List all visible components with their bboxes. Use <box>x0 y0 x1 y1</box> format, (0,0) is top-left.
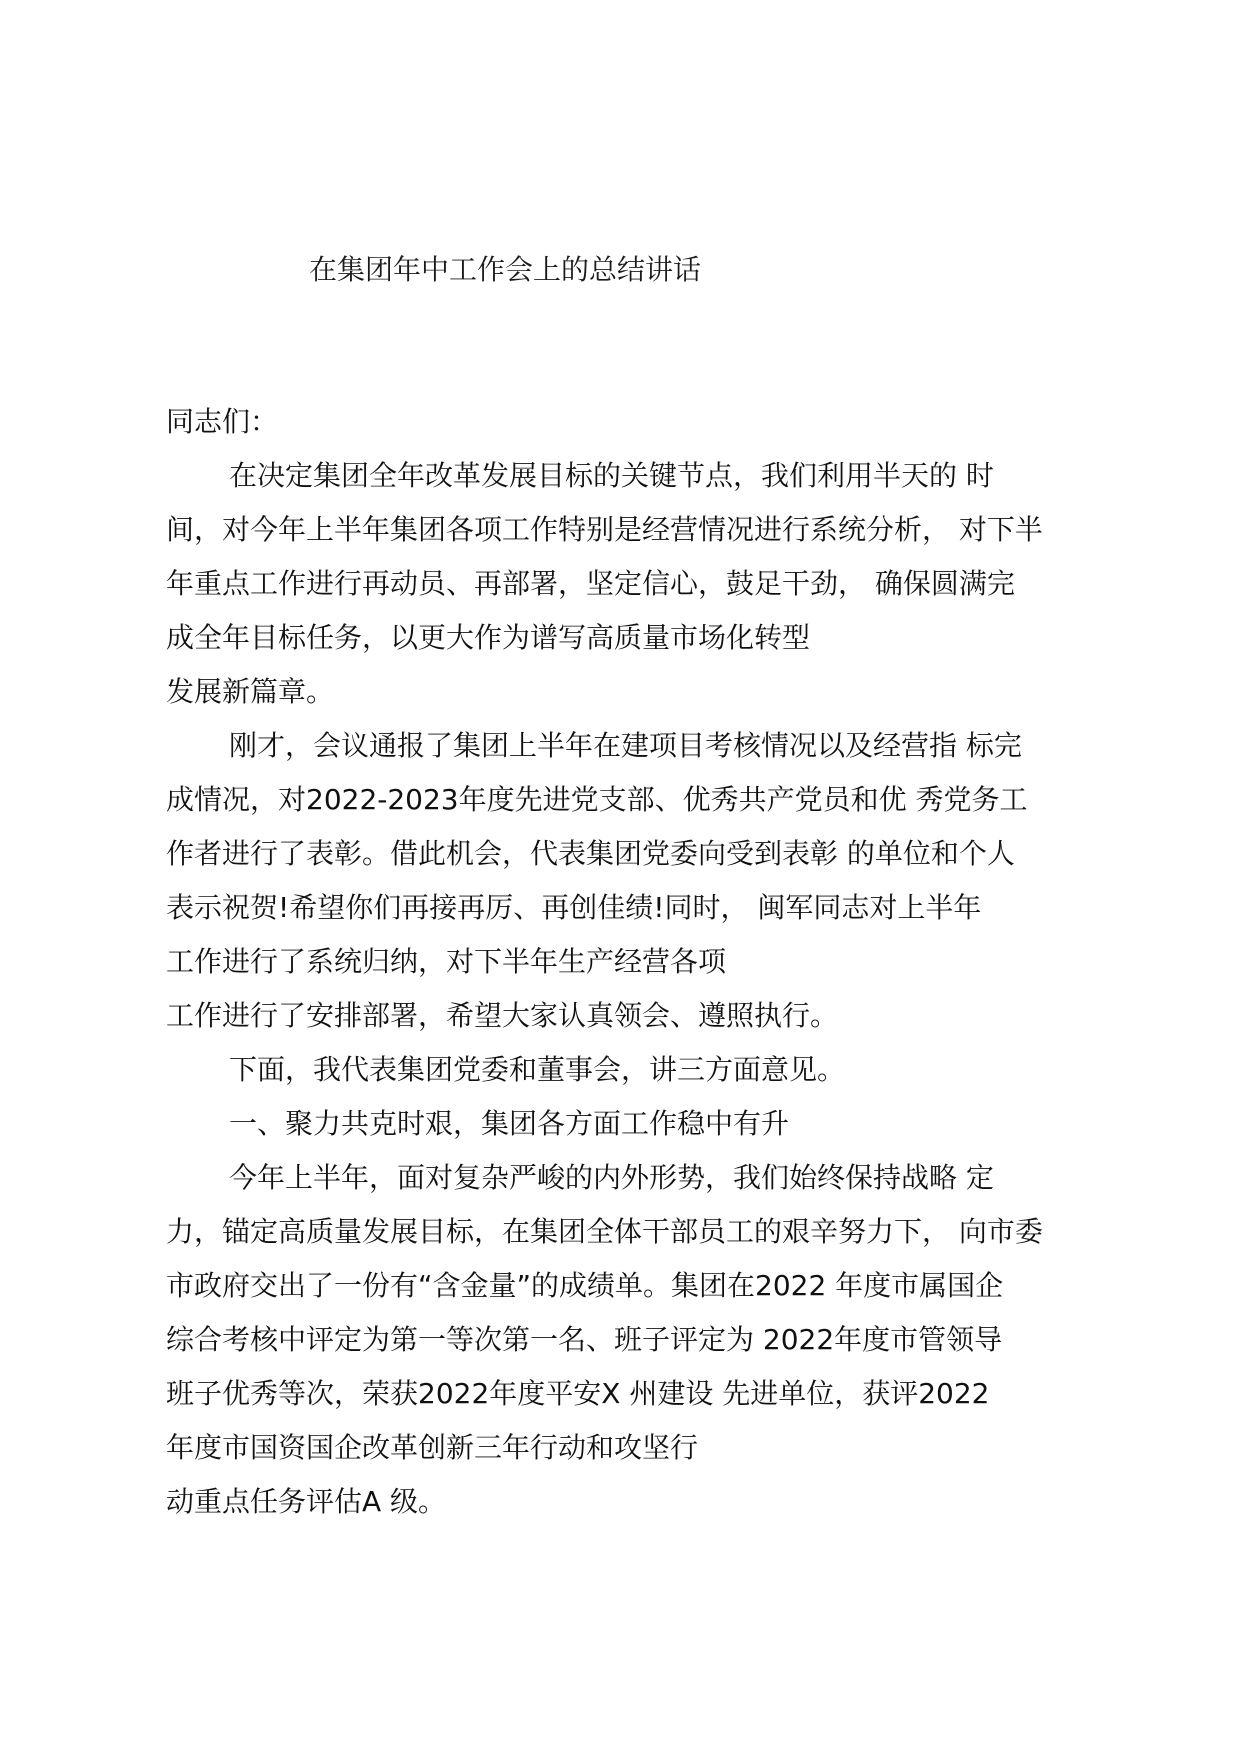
paragraph-line: 工作进行了安排部署，希望大家认真领会、遵照执行。 <box>166 999 839 1032</box>
paragraph-line: 班子优秀等次，荣获2022年度平安X 州建设 先进单位，获评2022 <box>166 1377 990 1410</box>
paragraph-line: 间，对今年上半年集团各项工作特别是经营情况进行系统分析， 对下半 <box>166 513 1043 546</box>
salutation-line: 同志们： <box>166 405 279 438</box>
paragraph-line: 成全年目标任务，以更大作为谱写高质量市场化转型 <box>166 621 811 654</box>
paragraph-line: 发展新篇章。 <box>166 675 335 708</box>
paragraph-line: 年重点工作进行再动员、再部署，坚定信心，鼓足干劲， 确保圆满完 <box>166 567 1015 600</box>
paragraph-line: 今年上半年，面对复杂严峻的内外形势，我们始终保持战略 定 <box>229 1161 994 1194</box>
paragraph-line: 力，锚定高质量发展目标，在集团全体干部员工的艰辛努力下， 向市委 <box>166 1215 1043 1248</box>
paragraph-line: 动重点任务评估A 级。 <box>166 1485 447 1518</box>
paragraph-line: 刚才，会议通报了集团上半年在建项目考核情况以及经营指 标完 <box>229 729 1022 762</box>
paragraph-line: 下面，我代表集团党委和董事会，讲三方面意见。 <box>229 1053 846 1086</box>
paragraph-line: 在决定集团全年改革发展目标的关键节点，我们利用半天的 时 <box>229 459 994 492</box>
paragraph-line: 年度市国资国企改革创新三年行动和攻坚行 <box>166 1431 699 1464</box>
paragraph-line: 市政府交出了一份有“含金量”的成绩单。集团在2022 年度市属国企 <box>166 1269 1004 1302</box>
document-title: 在集团年中工作会上的总结讲话 <box>309 253 702 286</box>
section-heading: 一、聚力共克时艰，集团各方面工作稳中有升 <box>229 1107 790 1140</box>
paragraph-line: 工作进行了系统归纳，对下半年生产经营各项 <box>166 945 727 978</box>
paragraph-line: 作者进行了表彰。借此机会，代表集团党委向受到表彰 的单位和个人 <box>166 837 1015 870</box>
paragraph-line: 表示祝贺!希望你们再接再厉、再创佳绩!同时， 闽军同志对上半年 <box>166 891 982 924</box>
paragraph-line: 成情况，对2022-2023年度先进党支部、优秀共产党员和优 秀党务工 <box>166 783 1028 816</box>
paragraph-line: 综合考核中评定为第一等次第一名、班子评定为 2022年度市管领导 <box>166 1323 1003 1356</box>
